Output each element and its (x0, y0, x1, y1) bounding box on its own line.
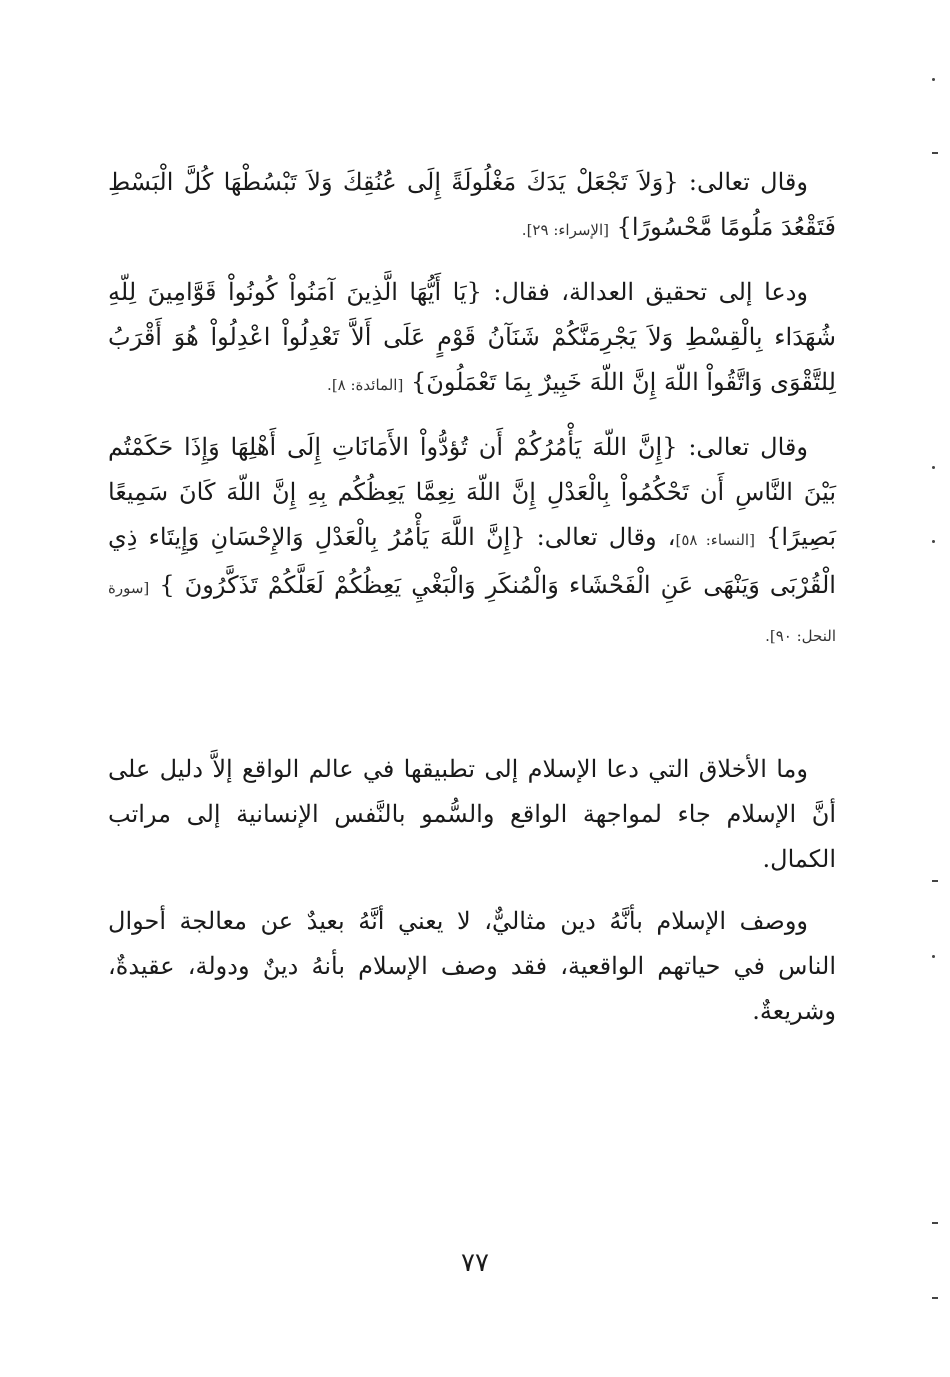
paragraph-nisa-nahl-verses (108, 425, 836, 659)
scan-edge-mark (932, 1222, 938, 1224)
page-number: ٧٧ (461, 1248, 489, 1278)
scan-edge-mark (932, 1297, 938, 1299)
paragraph-text: وما الأخلاق التي دعا الإسلام إلى تطبيقها في عالم الواقع إلاَّ دليل على أنَّ الإسلام جاء لمواجهة الواقع والسُّمو بالنَّفس الإنسانية إلى مراتب الكمال. (108, 755, 836, 873)
scan-edge-mark (932, 540, 935, 543)
paragraph-text: ووصف الإسلام بأنَّهُ دين مثاليٌّ، لا يعني أنَّهُ بعيدٌ عن معالجة أحوال الناس في حياتهم الواقعية، فقد وصف الإسلام بأنهُ دينٌ ودولة، عقيدةٌ، وشريعةٌ. (108, 907, 836, 1025)
scan-edge-mark (932, 955, 935, 958)
paragraph-text: ودعا إلى تحقيق العدالة، فقال: {يَا أَيُّهَا الَّذِينَ آمَنُواْ كُونُواْ قَوَّامِينَ لِلّهِ شُهَدَاء بِالْقِسْطِ وَلاَ يَجْرِمَنَّكُمْ شَنَآنُ قَوْمٍ عَلَى أَلاَّ تَعْدِلُواْ اعْدِلُواْ هُوَ أَقْرَبُ لِلتَّقْوَى وَاتَّقُواْ اللّهَ إِنَّ اللّهَ خَبِيرٌ بِمَا تَعْمَلُونَ} (108, 278, 836, 396)
paragraph-isra-verse (108, 160, 836, 253)
scan-edge-mark (932, 880, 938, 882)
paragraph-ideal-religion (108, 899, 836, 1034)
verse-reference: [النساء: ٥٨] (675, 531, 755, 549)
paragraph-ethics (108, 747, 836, 882)
scan-edge-mark (932, 152, 938, 154)
paragraph-text: وقال تعالى: {إِنَّ اللّهَ يَأْمُرُكُمْ أَن تُؤدُّواْ الأَمَانَاتِ إِلَى أَهْلِهَا وَإِذَا حَكَمْتُم بَيْنَ النَّاسِ أَن تَحْكُمُواْ بِالْعَدْلِ إِنَّ اللّهَ نِعِمَّا يَعِظُكُم بِهِ إِنَّ اللّهَ كَانَ سَمِيعًا بَصِيرًا} (108, 433, 837, 551)
scan-edge-mark (932, 466, 935, 469)
text-block-lower (108, 747, 836, 1051)
verse-reference: [المائدة: ٨]. (327, 376, 404, 394)
verse-reference: [سورة النحل: ٩٠]. (108, 579, 836, 645)
paragraph-maidah-verse (108, 270, 836, 408)
scan-edge-mark (932, 78, 935, 81)
verse-reference: [الإسراء: ٢٩]. (521, 221, 610, 239)
text-block-upper (108, 160, 836, 676)
paragraph-text-continued: ، وقال تعالى: {إِنَّ اللَّهَ يَأْمُرُ بِالْعَدْلِ وَالإِحْسَانِ وَإِيتَاء ذِي الْقُرْبَى وَيَنْهَى عَنِ الْفَحْشَاء وَالْمُنكَرِ وَالْبَغْيِ يَعِظُكُمْ لَعَلَّكُمْ تَذَكَّرُونَ } (108, 523, 836, 599)
paragraph-text: وقال تعالى: {وَلاَ تَجْعَلْ يَدَكَ مَغْلُولَةً إِلَى عُنُقِكَ وَلاَ تَبْسُطْهَا كُلَّ الْبَسْطِ فَتَقْعُدَ مَلُومًا مَّحْسُورًا} (108, 168, 836, 241)
